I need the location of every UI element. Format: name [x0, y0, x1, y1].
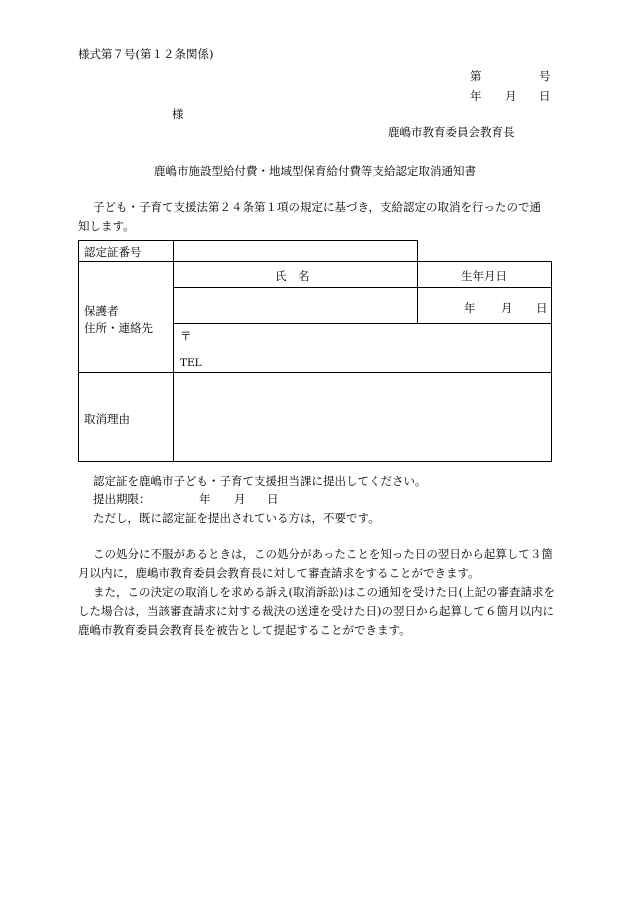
appeal-p1-line1: この処分に不服があるときは，この処分があったことを知った日の翌日から起算して３箇: [93, 547, 553, 561]
appeal-p2-line1: また，この決定の取消しを求める訴え(取消訴訟)はこの通知を受けた日(上記の審査請求を: [93, 585, 555, 599]
name-header: 氏 名: [275, 269, 310, 283]
deadline-month-label: 月: [234, 492, 246, 506]
issuer-name: 鹿嶋市教育委員会教育長: [388, 125, 515, 139]
submission-note: ただし，既に認定証を提出されている方は，不要です。: [93, 511, 380, 525]
appeal-p2-line3: 鹿嶋市教育委員会教育長を被告として提起することができます。: [78, 623, 411, 637]
intro-line2: 知します。: [78, 219, 135, 233]
birth-day-label: 日: [536, 301, 548, 315]
date-month-label: 月: [505, 89, 517, 103]
deadline-label: 提出期限：: [93, 492, 151, 506]
birth-month-label: 月: [501, 301, 513, 315]
form-number: 様式第７号(第１２条関係): [78, 47, 214, 61]
cancellation-reason-label: 取消理由: [84, 412, 130, 426]
document-title: 鹿嶋市施設型給付費・地域型保育給付費等支給認定取消通知書: [154, 164, 476, 178]
postal-mark: 〒: [180, 329, 192, 343]
birth-year-label: 年: [464, 301, 476, 315]
submission-instruction: 認定証を鹿嶋市子ども・子育て支援担当課に提出してください。: [93, 474, 427, 488]
number-label-dai: 第: [470, 69, 482, 83]
deadline-year-label: 年: [199, 492, 211, 506]
number-label-go: 号: [539, 69, 551, 83]
date-day-label: 日: [539, 89, 551, 103]
appeal-p1-line2: 月以内に，鹿嶋市教育委員会教育長に対して審査請求をすることができます。: [78, 566, 480, 580]
tel-label: TEL: [180, 357, 202, 369]
addressee-sama: 様: [172, 107, 184, 121]
intro-line1: 子ども・子育て支援法第２４条第１項の規定に基づき，支給認定の取消を行ったので通: [93, 200, 542, 214]
appeal-p2-line2: した場合は，当該審査請求に対する裁決の送達を受けた日)の翌日から起算して６箇月以内に: [78, 604, 554, 618]
guardian-address-contact-label: 住所・連絡先: [84, 321, 153, 335]
cert-number-label: 認定証番号: [84, 245, 142, 259]
guardian-label: 保護者: [84, 304, 119, 318]
deadline-day-label: 日: [267, 492, 279, 506]
birthdate-header: 生年月日: [461, 269, 507, 283]
date-year-label: 年: [470, 89, 482, 103]
